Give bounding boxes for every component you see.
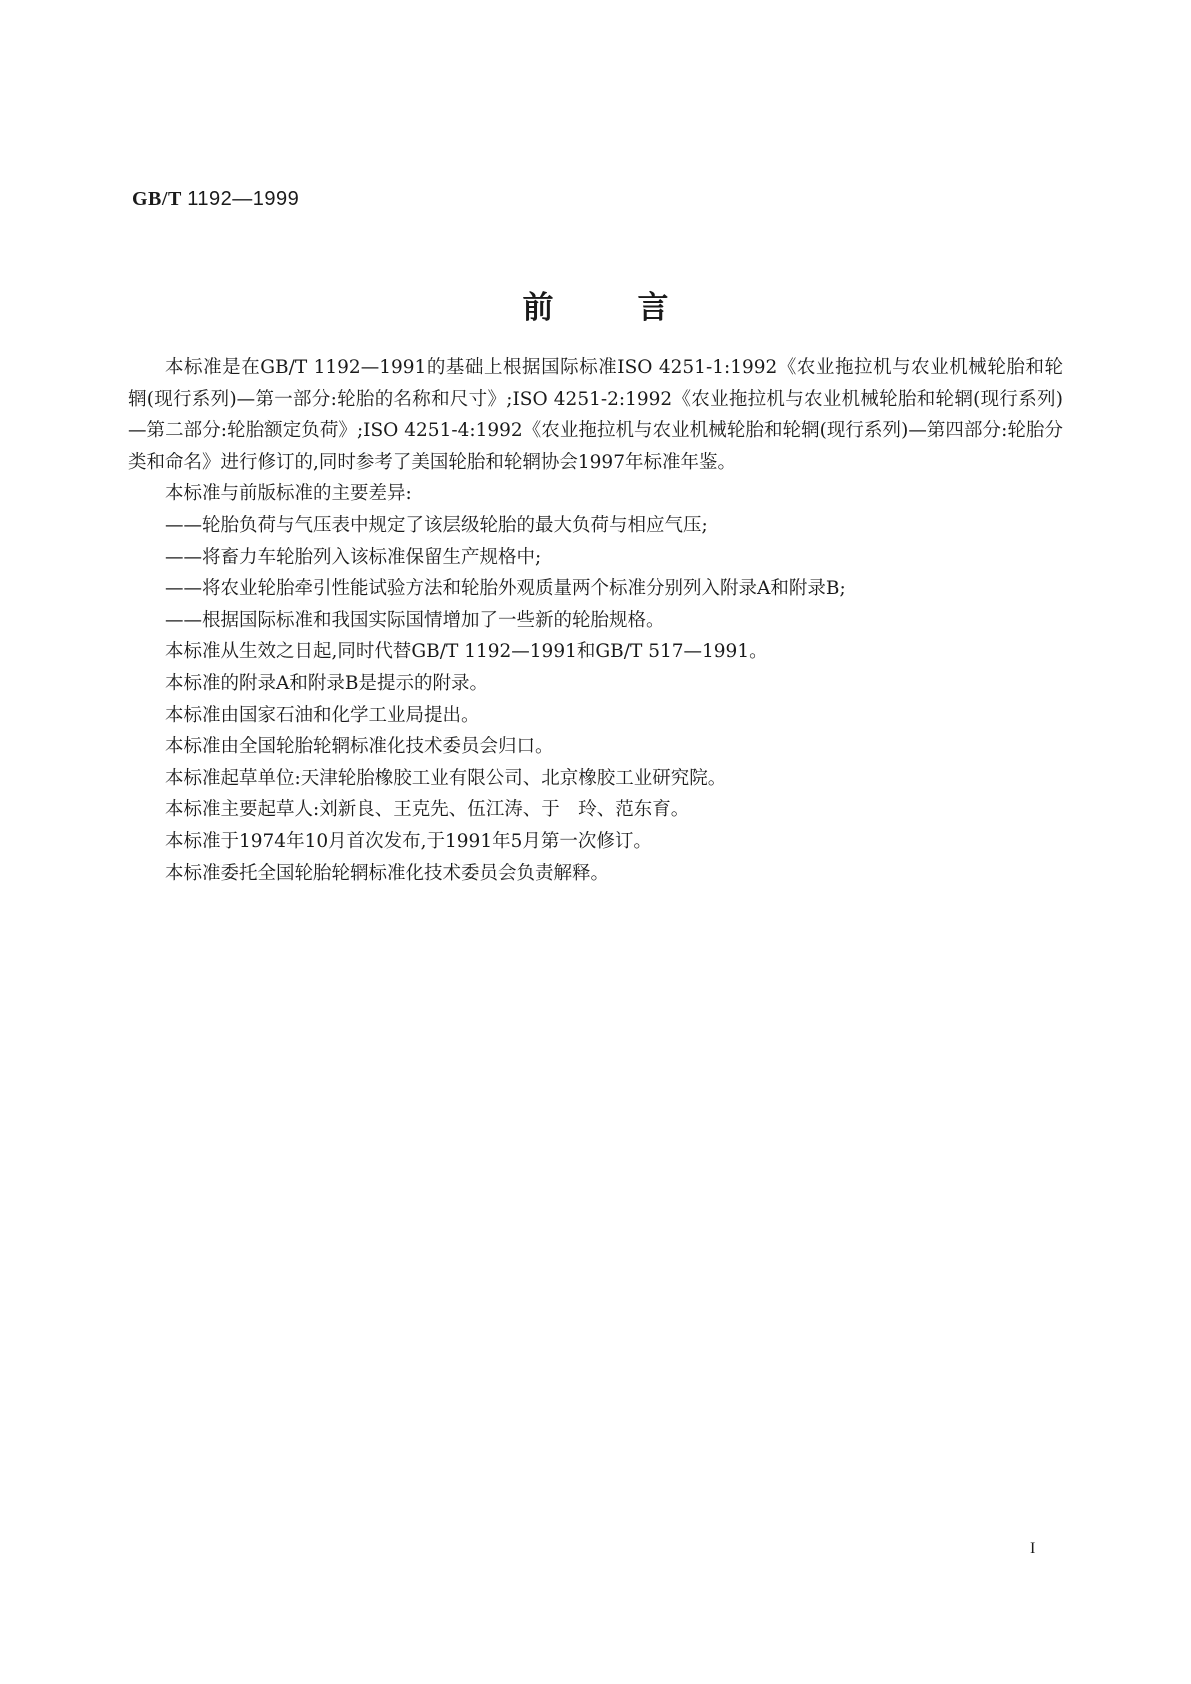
paragraph-basis: 本标准是在GB/T 1192—1991的基础上根据国际标准ISO 4251-1:1992《农业拖拉机与农业机械轮胎和轮辋(现行系列)—第一部分:轮胎的名称和尺寸》;ISO 4251-2:1992《农业拖拉机与农业机械轮胎和轮辋(现行系列)—第二部分:轮胎额定负荷》;ISO 4251-4:1992《农业拖拉机与农业机械轮胎和轮辋(现行系列)—第四部分:轮胎分类和命名》进行修订的,同时参考了美国轮胎和轮辋协会1997年标准年鉴。 [128, 357, 1063, 473]
paragraph-differences-intro: 本标准与前版标准的主要差异: [165, 483, 412, 505]
standard-code-prefix: GB/T [132, 188, 182, 210]
paragraph-drafting-units: 本标准起草单位:天津轮胎橡胶工业有限公司、北京橡胶工业研究院。 [165, 767, 727, 789]
difference-item-3: ——将农业轮胎牵引性能试验方法和轮胎外观质量两个标准分别列入附录A和附录B; [165, 578, 846, 600]
foreword-body [128, 352, 1063, 889]
difference-item-1: ——轮胎负荷与气压表中规定了该层级轮胎的最大负荷与相应气压; [165, 514, 708, 536]
page-title: 前言 [522, 290, 753, 326]
difference-item-2: ——将畜力车轮胎列入该标准保留生产规格中; [165, 546, 542, 568]
standard-code-number: 1192—1999 [187, 188, 300, 210]
standard-code [132, 188, 299, 211]
paragraph-history: 本标准于1974年10月首次发布,于1991年5月第一次修订。 [165, 830, 652, 852]
paragraph-interpretation: 本标准委托全国轮胎轮辋标准化技术委员会负责解释。 [165, 862, 610, 884]
paragraph-proposed-by: 本标准由国家石油和化学工业局提出。 [165, 704, 480, 726]
difference-item-4: ——根据国际标准和我国实际国情增加了一些新的轮胎规格。 [165, 609, 665, 631]
paragraph-annexes: 本标准的附录A和附录B是提示的附录。 [165, 672, 488, 694]
paragraph-replaces: 本标准从生效之日起,同时代替GB/T 1192—1991和GB/T 517—1991。 [165, 641, 768, 663]
paragraph-centralized-by: 本标准由全国轮胎轮辋标准化技术委员会归口。 [165, 736, 554, 758]
paragraph-drafters: 本标准主要起草人:刘新良、王克先、伍江涛、于 玲、范东育。 [165, 799, 690, 821]
page-number: I [1030, 1540, 1036, 1557]
